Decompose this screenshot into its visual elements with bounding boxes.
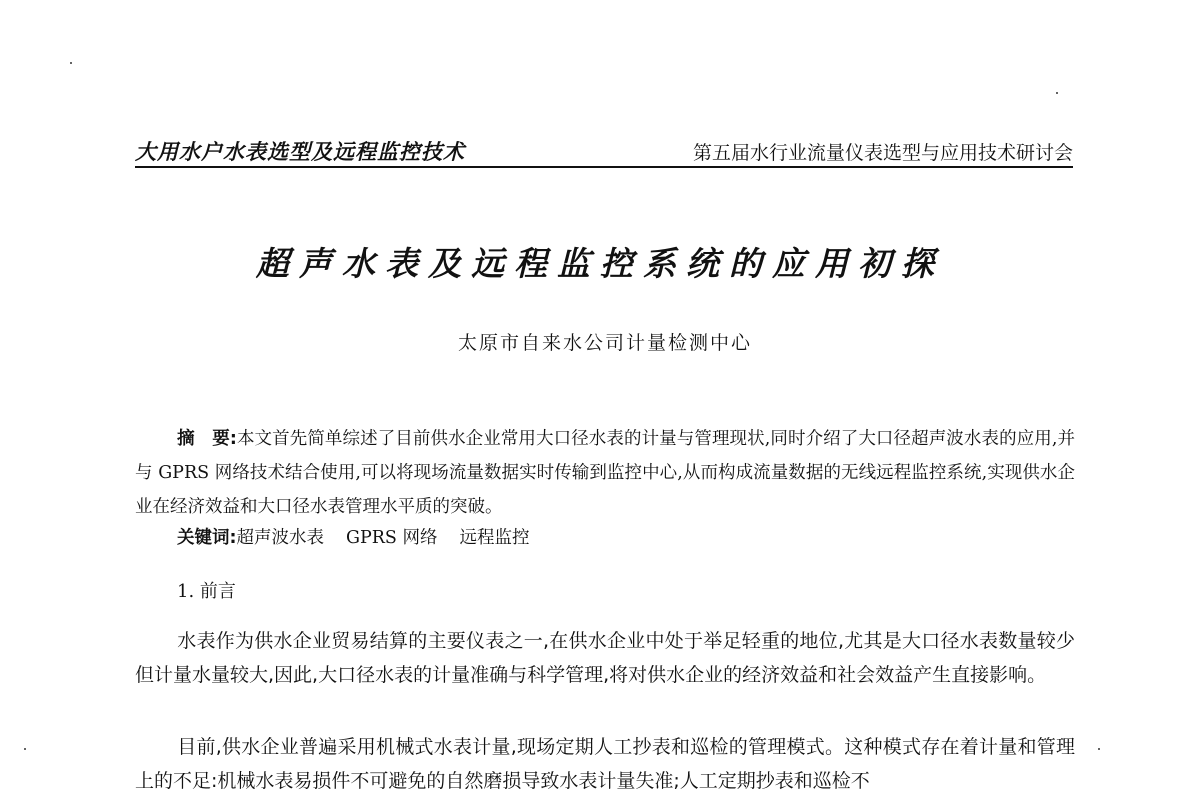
header-series-title: 大用水户水表选型及远程监控技术 [135,140,465,164]
author-affiliation: 太原市自来水公司计量检测中心 [457,332,752,354]
running-header [135,136,1073,168]
scan-speck [1056,92,1058,94]
paragraph-text: 水表作为供水企业贸易结算的主要仪表之一,在供水企业中处于举足轻重的地位,尤其是大口径水表数量较少但计量水量较大,因此,大口径水表的计量准确与科学管理,将对供水企业的经济效益和社会效益产生直接影响。 [135,630,1075,686]
keyword: 超声波水表 [236,528,324,548]
scan-speck [1098,748,1100,750]
paragraph-text: 目前,供水企业普遍采用机械式水表计量,现场定期人工抄表和巡检的管理模式。这种模式存在着计量和管理上的不足:机械水表易损件不可避免的自然磨损导致水表计量失准;人工定期抄表和巡检不 [135,736,1075,792]
scan-speck [70,62,72,64]
body-paragraph [135,624,1075,692]
keywords [177,524,551,549]
header-conference-name: 第五届水行业流量仪表选型与应用技术研讨会 [692,142,1073,164]
scan-speck [24,748,26,750]
keywords-label: 关键词: [177,528,237,548]
abstract-label: 摘 要: [177,429,237,449]
abstract [135,422,1075,524]
keyword: 远程监控 [459,528,530,548]
section-heading: 1. 前言 [177,581,236,602]
keyword: GPRS 网络 [346,528,438,548]
abstract-text: 本文首先简单综述了目前供水企业常用大口径水表的计量与管理现状,同时介绍了大口径超声波水表的应用,并与 GPRS 网络技术结合使用,可以将现场流量数据实时传输到监控中心,从而构成流量数据的无线远程监控系统,实现供水企业在经济效益和大口径水表管理水平质的突破。 [135,429,1076,517]
paper-title: 超声水表及远程监控系统的应用初探 [256,244,944,283]
body-paragraph [135,730,1075,798]
